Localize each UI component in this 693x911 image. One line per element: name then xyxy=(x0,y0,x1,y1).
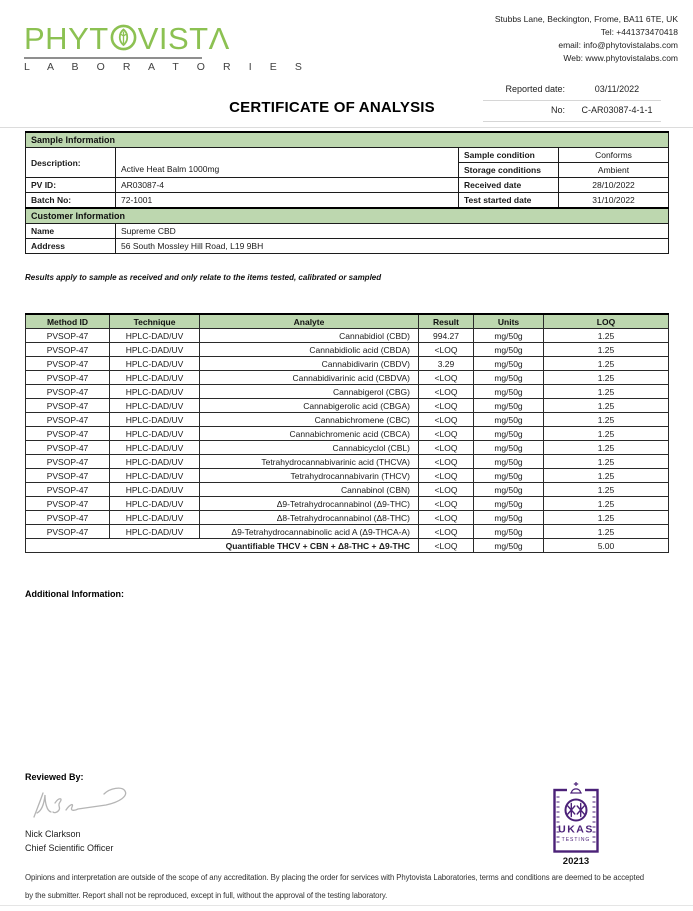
sample-info-section-title: Sample Information xyxy=(26,132,669,148)
results-row xyxy=(26,399,669,413)
reviewed-by-label: Reviewed By: xyxy=(25,772,84,782)
lab-tel: Tel: +441373470418 xyxy=(600,27,678,37)
footer-disclaimer-line2: by the submitter. Report shall not be reproduced, except in full, without the approval of the testing laboratory. xyxy=(25,891,388,900)
units-cell: mg/50g xyxy=(474,469,544,483)
loq-cell: 1.25 xyxy=(544,343,669,357)
analyte-cell: Cannabidivarinic acid (CBDVA) xyxy=(200,371,419,385)
method-id-cell: PVSOP-47 xyxy=(26,329,110,343)
results-row xyxy=(26,511,669,525)
technique-cell: HPLC-DAD/UV xyxy=(110,441,200,455)
col-method-id: Method ID xyxy=(26,314,110,329)
units-cell: mg/50g xyxy=(474,343,544,357)
results-disclaimer-note: Results apply to sample as received and only relate to the items tested, calibrated or sampled xyxy=(25,273,382,282)
results-total-row xyxy=(26,539,669,553)
results-row xyxy=(26,385,669,399)
results-table-body xyxy=(26,329,669,553)
lab-email: email: info@phytovistalabs.com xyxy=(558,40,678,50)
units-cell: mg/50g xyxy=(474,413,544,427)
customer-name-value: Supreme CBD xyxy=(116,224,669,239)
loq-cell: 1.25 xyxy=(544,525,669,539)
results-row xyxy=(26,455,669,469)
reported-date-label: Reported date: xyxy=(483,79,573,101)
analyte-cell: Δ8-Tetrahydrocannabinol (Δ8-THC) xyxy=(200,511,419,525)
loq-cell: 1.25 xyxy=(544,455,669,469)
loq-cell: 1.25 xyxy=(544,511,669,525)
logo-subtitle: L A B O R A T O R I E S xyxy=(24,61,310,73)
results-row xyxy=(26,441,669,455)
lab-address: Stubbs Lane, Beckington, Frome, BA11 6TE, UK xyxy=(494,14,678,24)
analyte-cell: Tetrahydrocannabivarinic acid (THCVA) xyxy=(200,455,419,469)
reported-date-value: 03/11/2022 xyxy=(573,79,661,101)
units-cell: mg/50g xyxy=(474,511,544,525)
method-id-cell: PVSOP-47 xyxy=(26,525,110,539)
total-units-cell: mg/50g xyxy=(474,539,544,553)
analyte-cell: Δ9-Tetrahydrocannabinol (Δ9-THC) xyxy=(200,497,419,511)
sample-condition-value: Conforms xyxy=(559,148,669,163)
technique-cell: HPLC-DAD/UV xyxy=(110,371,200,385)
storage-conditions-value: Ambient xyxy=(559,163,669,178)
loq-cell: 1.25 xyxy=(544,497,669,511)
page-bottom-rule xyxy=(0,905,693,906)
ukas-testing-logo xyxy=(553,781,599,858)
analyte-cell: Cannabigerol (CBG) xyxy=(200,385,419,399)
footer-disclaimer-line1: Opinions and interpretation are outside of the scope of any accreditation. By placing the order for services with Phytovista Laboratories, terms and conditions are deemed to be accepted xyxy=(25,873,645,882)
loq-cell: 1.25 xyxy=(544,399,669,413)
units-cell: mg/50g xyxy=(474,497,544,511)
result-cell: <LOQ xyxy=(419,525,474,539)
col-units: Units xyxy=(474,314,544,329)
results-table xyxy=(25,313,669,553)
sample-info-table xyxy=(25,131,669,254)
reviewer-title: Chief Scientific Officer xyxy=(25,843,114,853)
sample-info-header-row xyxy=(26,132,669,148)
results-header-row xyxy=(26,314,669,329)
units-cell: mg/50g xyxy=(474,455,544,469)
batch-no-value: 72-1001 xyxy=(116,193,459,209)
units-cell: mg/50g xyxy=(474,371,544,385)
units-cell: mg/50g xyxy=(474,483,544,497)
result-cell: 3.29 xyxy=(419,357,474,371)
technique-cell: HPLC-DAD/UV xyxy=(110,427,200,441)
results-row xyxy=(26,427,669,441)
method-id-cell: PVSOP-47 xyxy=(26,441,110,455)
customer-name-label: Name xyxy=(26,224,116,239)
method-id-cell: PVSOP-47 xyxy=(26,399,110,413)
phytovista-logo xyxy=(24,22,310,73)
results-row xyxy=(26,413,669,427)
method-id-cell: PVSOP-47 xyxy=(26,427,110,441)
description-label: Description: xyxy=(26,148,116,178)
test-started-label: Test started date xyxy=(459,193,559,209)
description-value: Active Heat Balm 1000mg xyxy=(116,148,459,178)
lab-web: Web: www.phytovistalabs.com xyxy=(563,53,678,63)
total-result-cell: <LOQ xyxy=(419,539,474,553)
result-cell: <LOQ xyxy=(419,441,474,455)
logo-text-right: VISTΛ xyxy=(137,21,230,56)
technique-cell: HPLC-DAD/UV xyxy=(110,455,200,469)
report-no-value: C-AR03087-4-1-1 xyxy=(573,100,661,122)
analyte-cell: Cannabichromenic acid (CBCA) xyxy=(200,427,419,441)
customer-name-row xyxy=(26,224,669,239)
technique-cell: HPLC-DAD/UV xyxy=(110,357,200,371)
results-row xyxy=(26,357,669,371)
received-date-label: Received date xyxy=(459,178,559,193)
technique-cell: HPLC-DAD/UV xyxy=(110,399,200,413)
units-cell: mg/50g xyxy=(474,441,544,455)
method-id-cell: PVSOP-47 xyxy=(26,469,110,483)
storage-conditions-label: Storage conditions xyxy=(459,163,559,178)
method-id-cell: PVSOP-47 xyxy=(26,497,110,511)
result-cell: <LOQ xyxy=(419,483,474,497)
received-date-value: 28/10/2022 xyxy=(559,178,669,193)
result-cell: <LOQ xyxy=(419,511,474,525)
analyte-cell: Cannabicyclol (CBL) xyxy=(200,441,419,455)
result-cell: <LOQ xyxy=(419,497,474,511)
method-id-cell: PVSOP-47 xyxy=(26,385,110,399)
batch-no-label: Batch No: xyxy=(26,193,116,209)
units-cell: mg/50g xyxy=(474,357,544,371)
customer-address-value: 56 South Mossley Hill Road, L19 9BH xyxy=(116,239,669,254)
pv-id-row xyxy=(26,178,669,193)
loq-cell: 1.25 xyxy=(544,427,669,441)
result-cell: <LOQ xyxy=(419,399,474,413)
customer-address-row xyxy=(26,239,669,254)
customer-address-label: Address xyxy=(26,239,116,254)
ukas-subtitle: TESTING xyxy=(561,837,591,843)
results-row xyxy=(26,483,669,497)
ukas-circle-emblem xyxy=(566,800,587,821)
results-row xyxy=(26,469,669,483)
technique-cell: HPLC-DAD/UV xyxy=(110,343,200,357)
method-id-cell: PVSOP-47 xyxy=(26,483,110,497)
total-loq-cell: 5.00 xyxy=(544,539,669,553)
pv-id-label: PV ID: xyxy=(26,178,116,193)
customer-info-header-row xyxy=(26,208,669,224)
analyte-cell: Cannabinol (CBN) xyxy=(200,483,419,497)
technique-cell: HPLC-DAD/UV xyxy=(110,413,200,427)
batch-row xyxy=(26,193,669,209)
result-cell: <LOQ xyxy=(419,469,474,483)
description-row xyxy=(26,148,669,163)
units-cell: mg/50g xyxy=(474,385,544,399)
header-divider xyxy=(0,127,693,128)
loq-cell: 1.25 xyxy=(544,357,669,371)
analyte-cell: Cannabidivarin (CBDV) xyxy=(200,357,419,371)
report-no-label: No: xyxy=(483,100,573,122)
method-id-cell: PVSOP-47 xyxy=(26,413,110,427)
reviewer-name: Nick Clarkson xyxy=(25,829,81,839)
loq-cell: 1.25 xyxy=(544,469,669,483)
technique-cell: HPLC-DAD/UV xyxy=(110,497,200,511)
result-cell: <LOQ xyxy=(419,385,474,399)
technique-cell: HPLC-DAD/UV xyxy=(110,511,200,525)
leaf-in-circle-icon xyxy=(110,24,137,56)
result-cell: 994.27 xyxy=(419,329,474,343)
method-id-cell: PVSOP-47 xyxy=(26,511,110,525)
method-id-cell: PVSOP-47 xyxy=(26,455,110,469)
analyte-cell: Cannabidiolic acid (CBDA) xyxy=(200,343,419,357)
technique-cell: HPLC-DAD/UV xyxy=(110,525,200,539)
loq-cell: 1.25 xyxy=(544,371,669,385)
analyte-cell: Cannabichromene (CBC) xyxy=(200,413,419,427)
units-cell: mg/50g xyxy=(474,329,544,343)
loq-cell: 1.25 xyxy=(544,385,669,399)
page-title: CERTIFICATE OF ANALYSIS xyxy=(229,99,435,116)
ukas-figures-icon xyxy=(568,804,584,817)
analyte-cell: Tetrahydrocannabivarin (THCV) xyxy=(200,469,419,483)
analyte-cell: Cannabigerolic acid (CBGA) xyxy=(200,399,419,413)
result-cell: <LOQ xyxy=(419,343,474,357)
result-cell: <LOQ xyxy=(419,413,474,427)
additional-information-label: Additional Information: xyxy=(25,589,124,599)
test-started-value: 31/10/2022 xyxy=(559,193,669,209)
loq-cell: 1.25 xyxy=(544,441,669,455)
lab-contact-block xyxy=(495,13,678,65)
reported-date-row xyxy=(483,79,661,100)
units-cell: mg/50g xyxy=(474,525,544,539)
results-row xyxy=(26,371,669,385)
technique-cell: HPLC-DAD/UV xyxy=(110,483,200,497)
sample-condition-label: Sample condition xyxy=(459,148,559,163)
units-cell: mg/50g xyxy=(474,399,544,413)
signature-image xyxy=(28,783,143,830)
logo-text-left: PHYT xyxy=(24,21,109,56)
result-cell: <LOQ xyxy=(419,455,474,469)
col-technique: Technique xyxy=(110,314,200,329)
logo-wordmark xyxy=(24,22,310,56)
results-row xyxy=(26,343,669,357)
result-cell: <LOQ xyxy=(419,427,474,441)
method-id-cell: PVSOP-47 xyxy=(26,357,110,371)
analyte-cell: Δ9-Tetrahydrocannabinolic acid A (Δ9-THCA-A) xyxy=(200,525,419,539)
technique-cell: HPLC-DAD/UV xyxy=(110,329,200,343)
units-cell: mg/50g xyxy=(474,427,544,441)
loq-cell: 1.25 xyxy=(544,413,669,427)
results-row xyxy=(26,497,669,511)
ukas-name: UKAS xyxy=(558,823,594,836)
method-id-cell: PVSOP-47 xyxy=(26,371,110,385)
technique-cell: HPLC-DAD/UV xyxy=(110,469,200,483)
customer-info-section-title: Customer Information xyxy=(26,208,669,224)
results-row xyxy=(26,329,669,343)
result-cell: <LOQ xyxy=(419,371,474,385)
col-loq: LOQ xyxy=(544,314,669,329)
col-result: Result xyxy=(419,314,474,329)
method-id-cell: PVSOP-47 xyxy=(26,343,110,357)
ukas-accreditation-number: 20213 xyxy=(562,856,590,867)
logo-divider xyxy=(24,57,202,59)
loq-cell: 1.25 xyxy=(544,329,669,343)
col-analyte: Analyte xyxy=(200,314,419,329)
analyte-cell: Cannabidiol (CBD) xyxy=(200,329,419,343)
pv-id-value: AR03087-4 xyxy=(116,178,459,193)
total-analyte-cell: Quantifiable THCV + CBN + Δ8-THC + Δ9-THC xyxy=(26,539,419,553)
technique-cell: HPLC-DAD/UV xyxy=(110,385,200,399)
results-row xyxy=(26,525,669,539)
loq-cell: 1.25 xyxy=(544,483,669,497)
